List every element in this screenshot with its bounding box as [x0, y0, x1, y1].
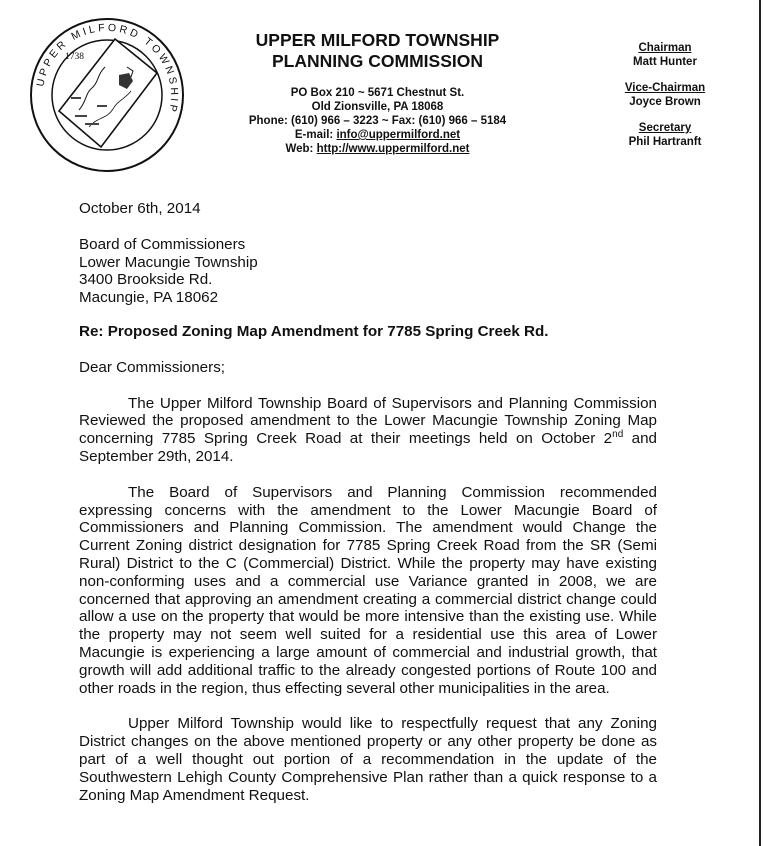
- recipient-line: Macungie, PA 18062: [79, 289, 219, 307]
- paragraph-1-text: The Upper Milford Township Board of Supervisors and Planning Commission Reviewed the proposed amendment to the Lower Macungie Township Zoning Map concerning 7785 Spring Creek Road at their meetings held on October 2: [79, 394, 657, 448]
- ordinal-suffix: nd: [612, 429, 624, 441]
- officer-role: Vice-Chairman: [624, 82, 706, 94]
- seal-ring-text: UPPER MILFORD TOWNSHIP: [34, 21, 181, 116]
- org-commission: PLANNING COMMISSION: [272, 51, 483, 71]
- email-link[interactable]: info@uppermilford.net: [336, 129, 461, 141]
- paragraph-1-text-end: and September 29th, 2014.: [79, 430, 658, 465]
- officer-name: Joyce Brown: [629, 95, 701, 108]
- officer-name: Phil Hartranft: [628, 135, 702, 148]
- recipient-line: Board of Commissioners: [79, 235, 246, 253]
- letter-date: October 6th, 2014: [79, 200, 201, 217]
- letterhead-address: [205, 86, 550, 156]
- subject-line: Re: Proposed Zoning Map Amendment for 7785 Spring Creek Rd.: [79, 322, 549, 340]
- officer-vice-chairman: [595, 82, 735, 109]
- salutation: Dear Commissioners;: [79, 358, 226, 376]
- letter-body: [79, 200, 657, 822]
- web-link[interactable]: http://www.uppermilford.net: [316, 143, 470, 155]
- org-name: UPPER MILFORD TOWNSHIP: [255, 30, 500, 50]
- paragraph-1: [79, 395, 657, 466]
- officer-chairman: [595, 42, 735, 69]
- paragraph-2: The Board of Supervisors and Planning Commission recommended expressing concerns with the amendment to the Lower Macungie Board of Commissioners and Planning Commission. The amendment would Change the Current Zoning district designation for 7785 Spring Creek Road from the SR (Semi Rural) District to the C (Commercial) District. While the property may have existing non-conforming uses and a commercial use Variance granted in 2008, we are concerned that approving an amendment creating a commercial district change could allow a use on the property that would be more intensive than the existing use. While the property may not seem well suited for a residential use this area of Lower Macungie is experiencing a large amount of commercial and industrial growth, that growth will add additional traffic to the already congested portions of Route 100 and other roads in the region, thus effecting several other municipalities in the area.: [79, 483, 657, 697]
- web-label: Web:: [285, 143, 314, 155]
- recipient-line: 3400 Brookside Rd.: [79, 271, 213, 289]
- recipient-address: [79, 236, 657, 307]
- paragraph-3: Upper Milford Township would like to respectfully request that any Zoning District changes on the above mentioned property or any other property be done as part of a well thought out portion of a recommendation in the update of the Southwestern Lehigh County Comprehensive Plan rather than a quick response to a Zoning Map Amendment Request.: [79, 715, 657, 804]
- email-row: [205, 128, 550, 142]
- page-edge-line: [759, 0, 761, 846]
- township-seal: [27, 15, 187, 175]
- officer-secretary: [595, 122, 735, 149]
- letterhead-title: [205, 30, 550, 72]
- phone-fax: Phone: (610) 966 – 3223 ~ Fax: (610) 966 – 5184: [248, 115, 507, 127]
- address-line1: PO Box 210 ~ 5671 Chestnut St.: [290, 87, 465, 99]
- officer-role: Secretary: [638, 122, 692, 134]
- recipient-line: Lower Macungie Township: [79, 253, 258, 271]
- web-row: [205, 142, 550, 156]
- officer-role: Chairman: [638, 42, 692, 54]
- officers-list: [595, 42, 735, 162]
- address-line2: Old Zionsville, PA 18068: [311, 101, 444, 113]
- email-label: E-mail:: [294, 129, 334, 141]
- seal-year: 1738: [65, 52, 84, 62]
- officer-name: Matt Hunter: [633, 55, 697, 68]
